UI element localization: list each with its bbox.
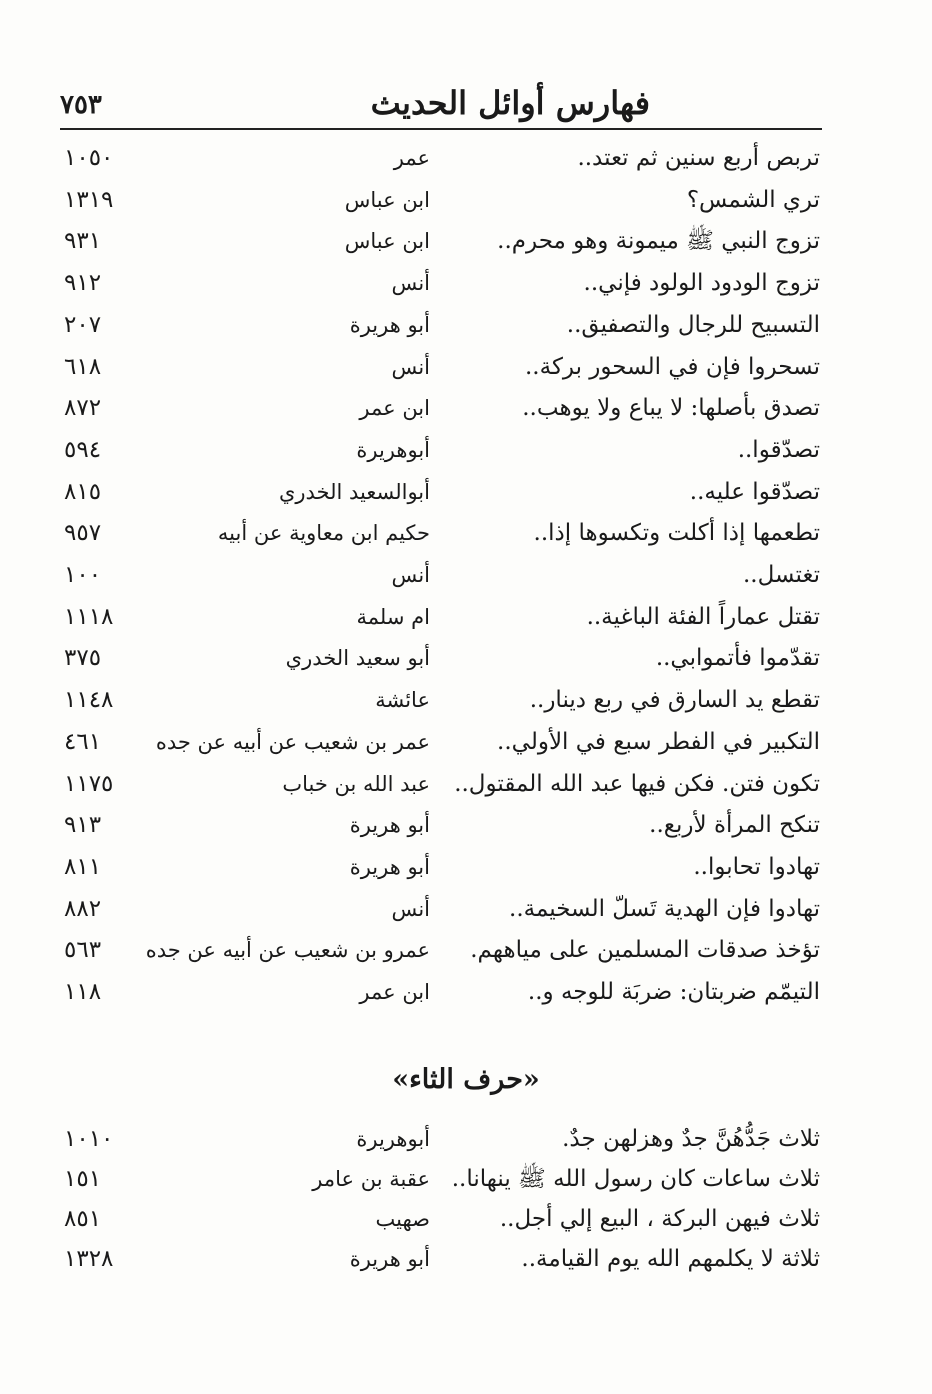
narrator: عقبة بن عامر (312, 1167, 430, 1191)
hadith-text: تهادوا فإن الهدية تَسلّ السخيمة.. (509, 895, 820, 922)
index-row (0, 346, 932, 388)
page-reference: ٩٣١ (64, 228, 102, 255)
page-reference: ٨٥١ (64, 1206, 102, 1232)
page-number: ٧٥٣ (60, 90, 102, 120)
page-reference: ٨١١ (64, 853, 102, 880)
hadith-text: ثلاث جَدُّهُنَّ جدٌ وهزلهن جدٌ. (562, 1126, 820, 1152)
hadith-text: تغتسل.. (743, 562, 820, 588)
narrator: أبو هريرة (349, 813, 430, 838)
page-reference: ٩١٣ (64, 812, 102, 839)
narrator: أنس (391, 354, 430, 379)
hadith-text: تؤخذ صدقات المسلمين على مياههم. (470, 937, 820, 964)
hadith-text: ثلاثة لا يكلمهم الله يوم القيامة.. (521, 1246, 820, 1272)
narrator: أبو هريرة (349, 312, 430, 337)
page-reference: ٥٩٤ (64, 436, 102, 463)
page-reference: ٥٦٣ (64, 937, 102, 964)
page-reference: ٩٥٧ (64, 520, 102, 547)
index-row (0, 1238, 932, 1280)
page-title: فهارس أوائل الحديث (370, 84, 650, 122)
index-row (0, 137, 932, 179)
narrator: ابن عباس (344, 187, 430, 212)
page-reference: ١١١٨ (64, 603, 114, 630)
narrator: أبو هريرة (349, 1247, 430, 1271)
page-reference: ١٣٢٨ (64, 1246, 114, 1272)
index-row (0, 387, 932, 429)
page-reference: ٩١٢ (64, 270, 102, 297)
index-row (0, 888, 932, 930)
page-reference: ١١٤٨ (64, 687, 114, 714)
page-header (60, 80, 820, 128)
page-reference: ١٠٠ (64, 562, 102, 588)
page-reference: ٨١٥ (64, 478, 102, 505)
hadith-text: التكبير في الفطر سبع في الأولي.. (497, 728, 820, 755)
narrator: أنس (391, 563, 430, 587)
index-row (0, 1198, 932, 1240)
hadith-text: التسبيح للرجال والتصفيق.. (566, 311, 820, 338)
hadith-text: تطعمها إذا أكلت وتكسوها إذا.. (533, 520, 820, 547)
hadith-text: تزوج الودود الولود فإني.. (583, 270, 820, 297)
narrator: عمر (393, 146, 430, 170)
page-reference: ٣٧٥ (64, 645, 102, 672)
narrator: عائشة (375, 688, 430, 713)
narrator: عمرو بن شعيب عن أبيه عن جده (145, 938, 430, 963)
hadith-text: التيمّم ضربتان: ضربَة للوجه و.. (527, 979, 820, 1005)
narrator: أنس (391, 896, 430, 921)
index-row (0, 304, 932, 346)
index-row (0, 179, 932, 221)
section-heading: «حرف الثاء» (392, 1064, 540, 1095)
index-row (0, 679, 932, 721)
hadith-text: تنكح المرأة لأربع.. (649, 812, 820, 839)
index-row (0, 971, 932, 1013)
narrator: أبوهريرة (356, 437, 430, 462)
index-row (0, 763, 932, 805)
narrator: ابن عباس (344, 229, 430, 254)
hadith-text: تزوج النبي ﷺ ميمونة وهو محرم.. (497, 228, 820, 255)
hadith-text: تسحروا فإن في السحور بركة.. (524, 353, 820, 380)
index-row (0, 1118, 932, 1160)
hadith-text: تقدّموا فأتموابي.. (655, 645, 820, 672)
index-row (0, 721, 932, 763)
index-row (0, 262, 932, 304)
narrator: أبو هريرة (349, 854, 430, 879)
hadith-text: تقتل عماراً الفئة الباغية.. (586, 603, 820, 630)
page-reference: ١١٧٥ (64, 770, 114, 797)
index-row (0, 596, 932, 638)
index-row (0, 1158, 932, 1200)
page-reference: ١٠١٠ (64, 1126, 114, 1152)
hadith-text: تصدّقوا.. (737, 436, 820, 463)
page-reference: ٨٨٢ (64, 895, 102, 922)
hadith-text: تربص أربع سنين ثم تعتد.. (577, 145, 820, 171)
narrator: أبوهريرة (356, 1127, 430, 1151)
index-row (0, 512, 932, 554)
narrator: حكيم ابن معاوية عن أبيه (217, 521, 430, 546)
hadith-text: تصدّقوا عليه.. (689, 478, 820, 505)
narrator: صهيب (375, 1207, 430, 1231)
hadith-text: ثلاث ساعات كان رسول الله ﷺ ينهانا.. (451, 1166, 820, 1192)
index-row (0, 929, 932, 971)
narrator: عمر بن شعيب عن أبيه عن جده (155, 729, 430, 754)
page-reference: ١٣١٩ (64, 186, 114, 213)
index-row (0, 846, 932, 888)
hadith-text: تقطع يد السارق في ربع دينار.. (529, 687, 820, 714)
header-rule (60, 128, 822, 130)
narrator: عبد الله بن خباب (282, 771, 430, 796)
index-row (0, 637, 932, 679)
page-reference: ٤٦١ (64, 728, 102, 755)
hadith-text: تكون فتن. فكن فيها عبد الله المقتول.. (454, 770, 820, 797)
narrator: أبوالسعيد الخدري (278, 479, 430, 504)
narrator: أنس (391, 271, 430, 296)
page-reference: ٦١٨ (64, 353, 102, 380)
index-row (0, 554, 932, 596)
page-reference: ٨٧٢ (64, 395, 102, 422)
page-reference: ١١٨ (64, 979, 102, 1005)
page-reference: ١٠٥٠ (64, 145, 114, 171)
narrator: ابن عمر (359, 396, 430, 421)
page-reference: ١٥١ (64, 1166, 102, 1192)
hadith-text: تري الشمس؟ (686, 186, 820, 213)
hadith-text: تصدق بأصلها: لا يباع ولا يوهب.. (522, 395, 820, 422)
narrator: ابن عمر (359, 980, 430, 1004)
index-row (0, 220, 932, 262)
narrator: أبو سعيد الخدري (285, 646, 430, 671)
index-row (0, 429, 932, 471)
hadith-text: ثلاث فيهن البركة ، البيع إلي أجل.. (499, 1206, 820, 1232)
page-reference: ٢٠٧ (64, 311, 102, 338)
index-row (0, 804, 932, 846)
narrator: ام سلمة (356, 604, 430, 629)
index-row (0, 471, 932, 513)
hadith-text: تهادوا تحابوا.. (693, 853, 820, 880)
